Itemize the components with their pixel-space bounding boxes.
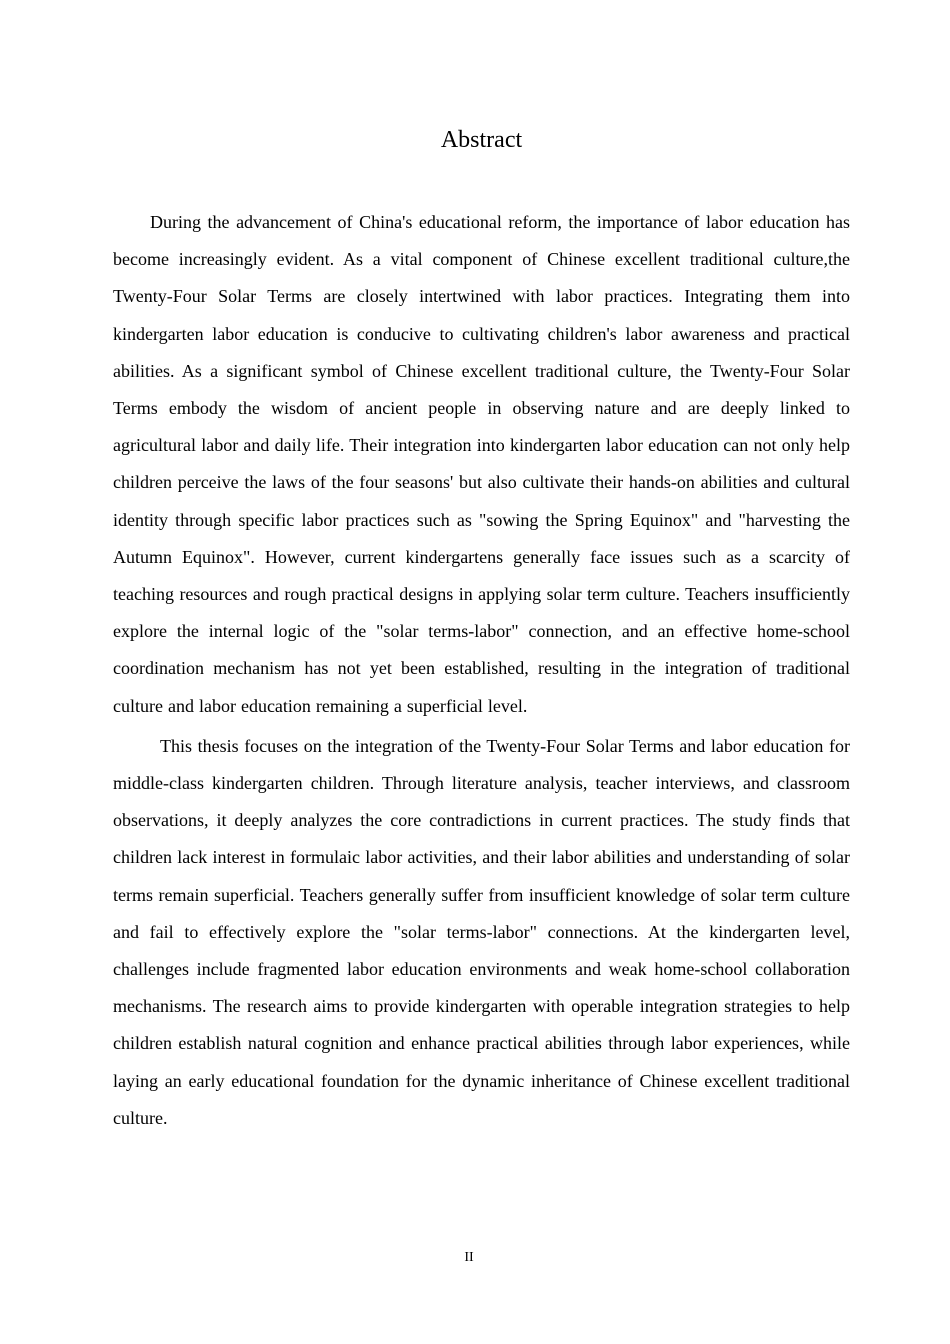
abstract-paragraph-2: This thesis focuses on the integration of the Twenty-Four Solar Terms and labor education for middle-class kindergarten children. Through literature analysis, teacher interviews, and classroom observations, it deeply analyzes the core contradictions in current practices. The study finds that children lack interest in formulaic labor activities, and their labor abilities and understanding of solar terms remain superficial. Teachers generally suffer from insufficient knowledge of solar term culture and fail to effectively explore the "solar terms-labor" connections. At the kindergarten level, challenges include fragmented labor education environments and weak home-school collaboration mechanisms. The research aims to provide kindergarten with operable integration strategies to help children establish natural cognition and enhance practical abilities through labor experiences, while laying an early educational foundation for the dynamic inheritance of Chinese excellent traditional culture. (113, 735, 850, 1128)
page-title: Abstract (440, 127, 523, 153)
abstract-paragraph-1: During the advancement of China's educational reform, the importance of labor education has become increasingly evident. As a vital component of Chinese excellent traditional culture,the Twenty-Four Solar Terms are closely intertwined with labor practices. Integrating them into kindergarten labor education is conducive to cultivating children's labor awareness and practical abilities. As a significant symbol of Chinese excellent traditional culture, the Twenty-Four Solar Terms embody the wisdom of ancient people in observing nature and are deeply linked to agricultural labor and daily life. Their integration into kindergarten labor education can not only help children perceive the laws of the four seasons' but also cultivate their hands-on abilities and cultural identity through specific labor practices such as "sowing the Spring Equinox" and "harvesting the Autumn Equinox". However, current kindergartens generally face issues such as a scarcity of teaching resources and rough practical designs in applying solar term culture. Teachers insufficiently explore the internal logic of the "solar terms-labor" connection, and an effective home-school coordination mechanism has not yet been established, resulting in the integration of traditional culture and labor education remaining a superficial level. (113, 212, 850, 716)
abstract-body (113, 204, 850, 1137)
page-number: II (464, 1250, 474, 1265)
